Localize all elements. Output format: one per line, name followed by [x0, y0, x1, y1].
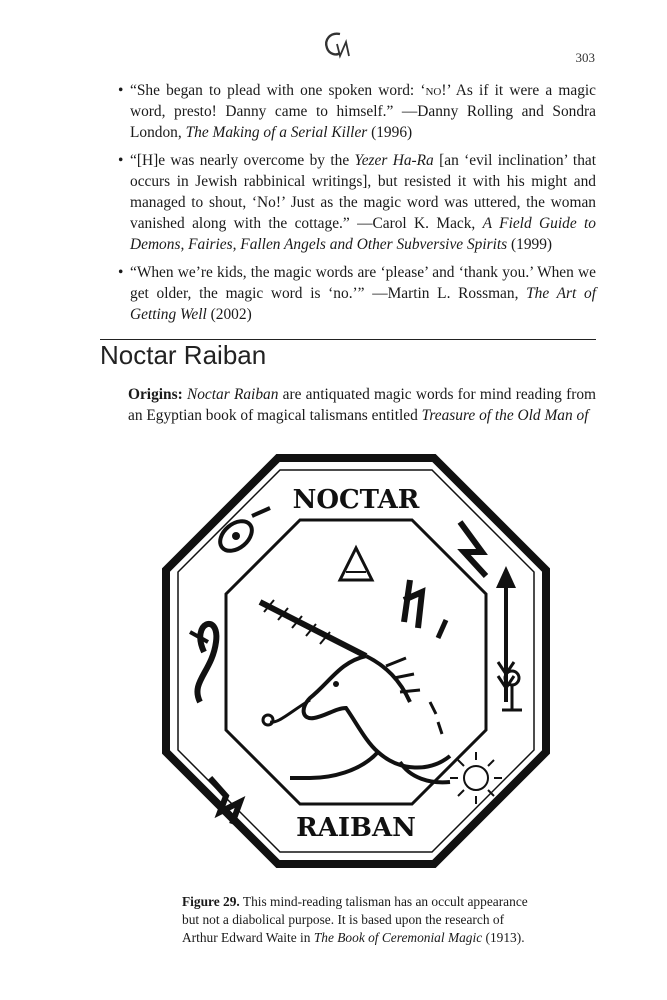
- book-title: A Field Guide to Demons, Fairies, Fallen Angels and Other Subversive Spirits: [130, 215, 596, 253]
- unicorn-icon: [260, 600, 450, 782]
- book-title: The Making of a Serial Killer: [185, 124, 368, 141]
- triangle-symbol-icon: [340, 548, 372, 580]
- sigil-inner-right-icon: [404, 580, 446, 638]
- talisman-illustration: [160, 452, 552, 870]
- quote-list: [118, 80, 596, 332]
- figure-label: Figure 29.: [182, 894, 240, 909]
- figure-caption: Figure 29. This mind-reading talisman has an occult appearance but not a diabolical purpose. It is based upon the research of Arthur Edward Waite in The Book of Ceremonial Magic (1913).: [182, 894, 528, 945]
- ornament-icon: [318, 28, 358, 62]
- bullet: •: [118, 264, 124, 281]
- section-title: Noctar Raiban: [100, 340, 267, 370]
- bullet: •: [118, 152, 124, 169]
- page-number: 303: [575, 50, 595, 65]
- sigil-top-right-icon: [460, 522, 486, 576]
- book-title: The Book of Ceremonial Magic: [313, 930, 483, 945]
- quote-item: • “[H]e was nearly overcome by the Yezer Ha-Ra [an ‘evil inclination’ that occurs in Jewish rabbinical writings], but resisted it with his might and managed to shout, ‘No!’ Just as the magic word was uttered, the woman vanished along with the cottage.” —Carol K. Mack, A Field Guide to Demons, Fairies, Fallen Angels and Other Subversive Spirits (1999): [118, 152, 596, 253]
- origins-label: Origins:: [128, 386, 183, 403]
- book-title: The Art of Getting Well: [130, 285, 596, 323]
- bullet: •: [118, 82, 124, 99]
- term: Yezer Ha-Ra: [354, 152, 434, 169]
- book-title: Treasure of the Old Man of: [421, 407, 589, 424]
- top-inscription: NOCTAR: [292, 485, 420, 515]
- quote-item: • “She began to plead with one spoken word: ‘no!’ As if it were a magic word, presto! Danny came to himself.” —Danny Rolling and Sondra London, The Making of a Serial Killer (1996): [118, 82, 596, 141]
- quote-item: • “When we’re kids, the magic words are ‘please’ and ‘thank you.’ When we get older, the magic word is ‘no.’” —Martin L. Rossman, The Art of Getting Well (2002): [118, 264, 596, 323]
- term: Noctar Raiban: [186, 386, 279, 403]
- small-caps-word: no: [425, 82, 442, 99]
- origins-paragraph: Origins: Noctar Raiban are antiquated magic words for mind reading from an Egyptian book of magical talismans entitled Treasure of the Old Man of: [128, 386, 597, 424]
- bottom-inscription: RAIBAN: [296, 813, 416, 843]
- sigil-left-icon: [190, 624, 216, 702]
